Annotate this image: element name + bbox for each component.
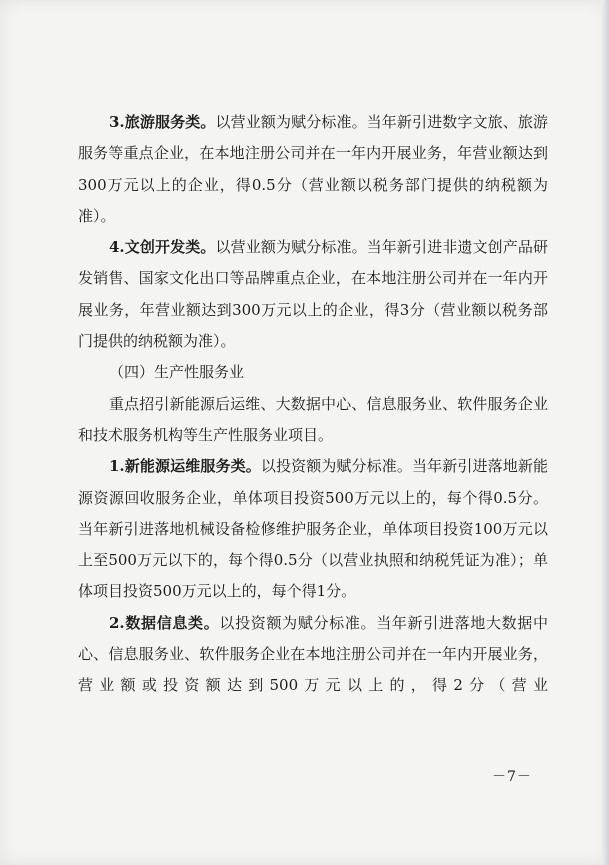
- paragraph-text: 重点招引新能源后运维、大数据中心、信息服务业、软件服务企业和技术服务机构等生产性服务业项目。: [78, 394, 548, 444]
- document-body: [78, 107, 548, 702]
- paragraph-title: 3.旅游服务类。: [109, 113, 216, 131]
- paragraph-producer-services-intro: [78, 389, 548, 452]
- paragraph-new-energy-ops: [78, 451, 548, 607]
- page-number: －7－: [492, 769, 532, 785]
- paragraph-title: 4.文创开发类。: [109, 238, 216, 257]
- page-edge-shadow: [601, 0, 609, 865]
- paragraph-text: 以投资额为赋分标准。当年新引进落地大数据中心、信息服务业、软件服务企业在本地注册公司并在一年内开展业务，营业额或投资额达到500万元以上的，得2分（营业: [78, 613, 548, 695]
- paragraph-text: 以投资额为赋分标准。当年新引进落地新能源资源回收服务企业，单体项目投资500万元以上的，每个得0.5分。当年新引进落地机械设备检修维护服务企业，单体项目投资100万元以上至500万元以下的，每个得0.5分（以营业执照和纳税凭证为准）；单体项目投资500万元以上的，每个得1分。: [78, 457, 548, 601]
- paragraph-cultural-creative: [78, 232, 548, 357]
- paragraph-title: 2.数据信息类。: [109, 613, 220, 632]
- paragraph-data-information: [78, 608, 548, 702]
- section-heading: （四）生产性服务业: [109, 363, 245, 382]
- paragraph-title: 1.新能源运维服务类。: [109, 457, 261, 476]
- paragraph-text: 以营业额为赋分标准。当年新引进数字文旅、旅游服务等重点企业，在本地注册公司并在一年内开展业务，年营业额达到300万元以上的企业，得0.5分（营业额以税务部门提供的纳税额为准）。: [78, 113, 548, 225]
- paragraph-tourism-services: [78, 107, 548, 232]
- paragraph-text: 以营业额为赋分标准。当年新引进非遗文创产品研发销售、国家文化出口等品牌重点企业，在本地注册公司并在一年内开展业务，年营业额达到300万元以上的企业，得3分（营业额以税务部门提供的纳税额为准）。: [78, 238, 548, 351]
